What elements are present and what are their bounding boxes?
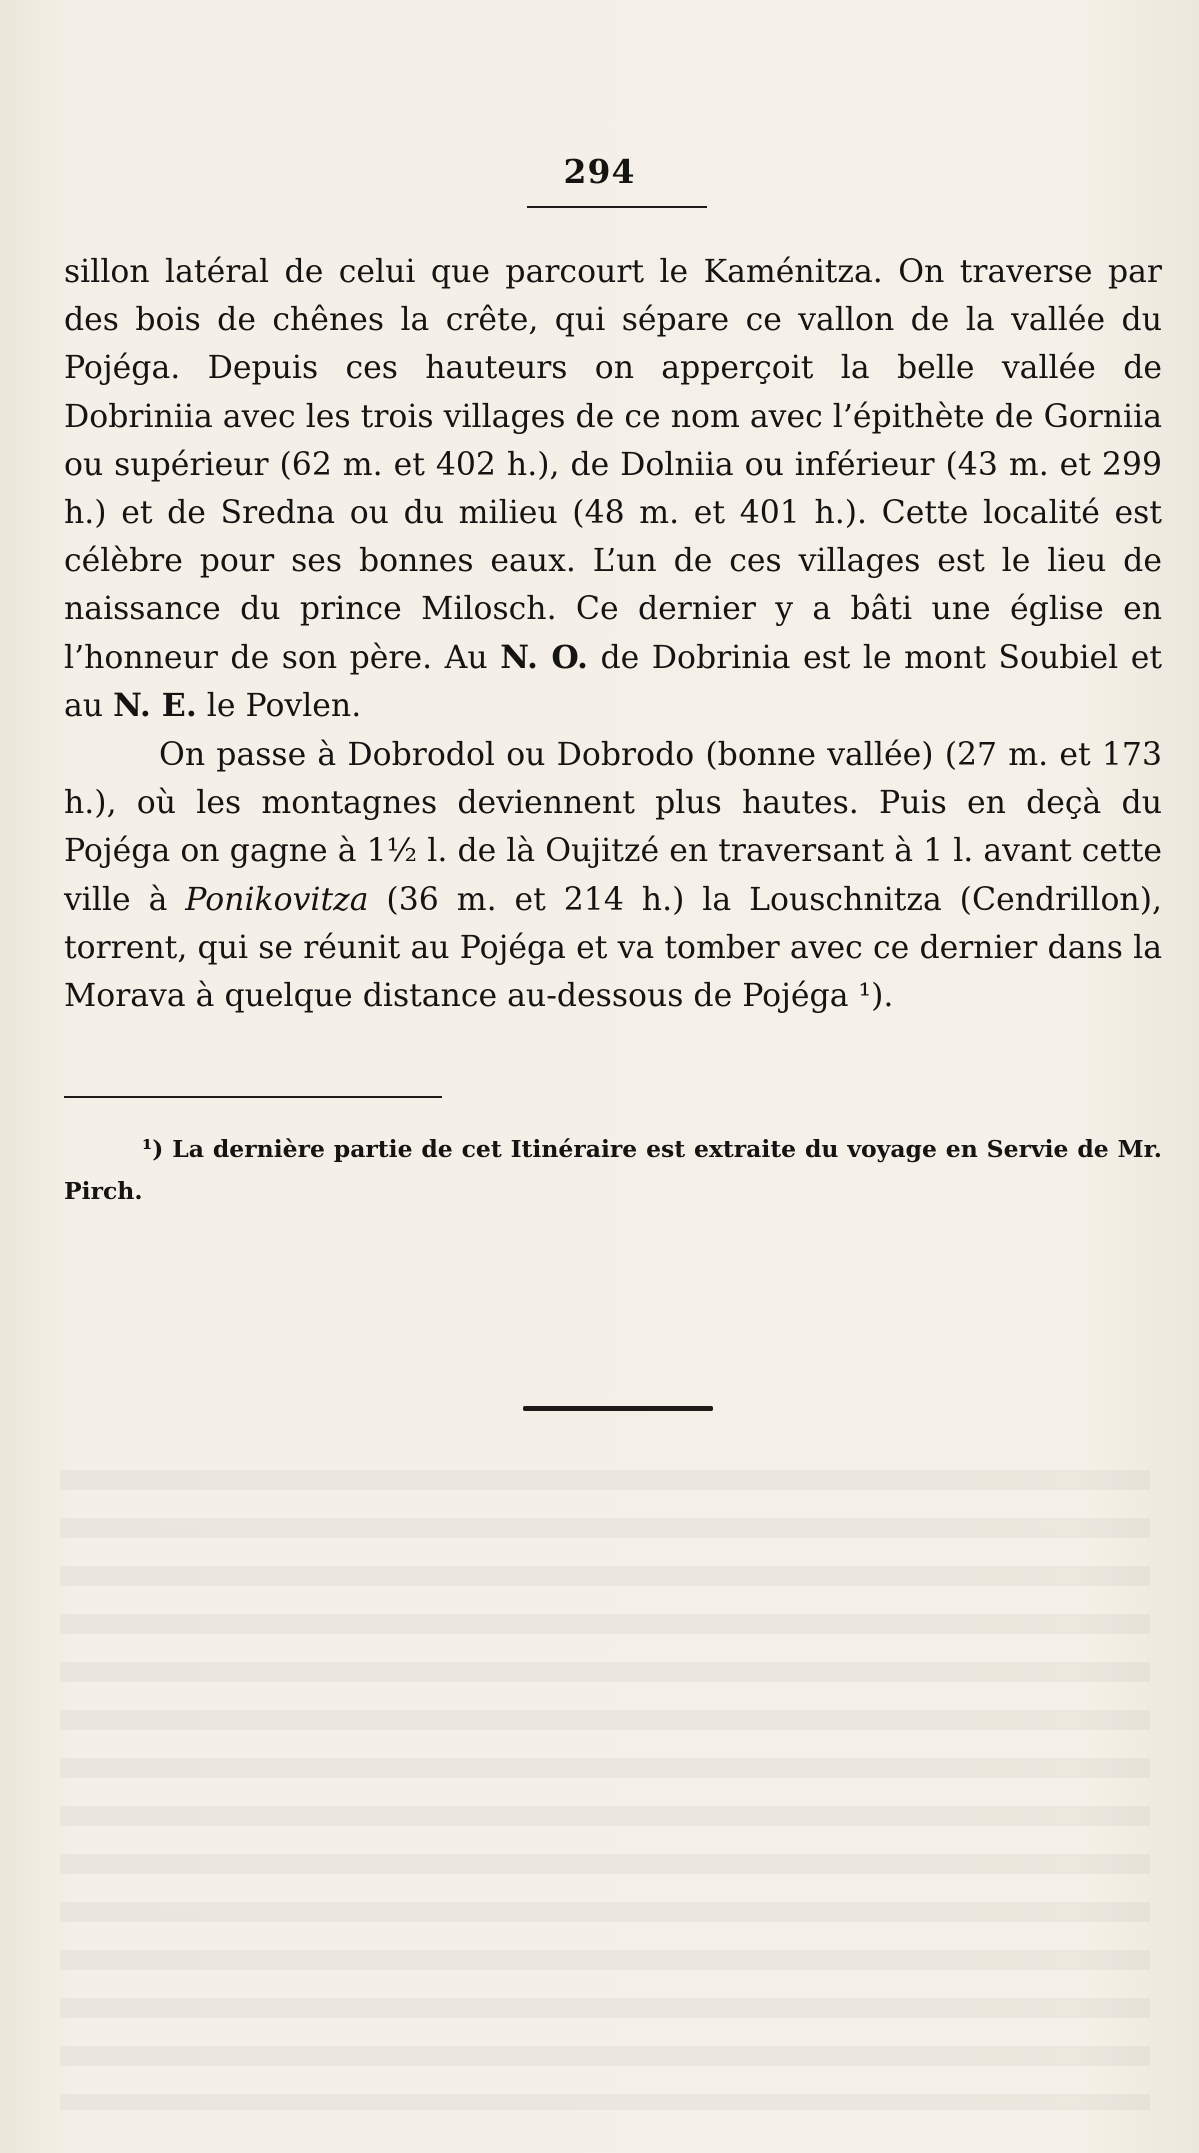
show-through-texture (60, 1470, 1150, 2110)
header-rule (527, 206, 707, 208)
paragraph-2-italic-place: Ponikovitza (185, 881, 369, 918)
paragraph-2 (64, 731, 1162, 1020)
closing-rule (523, 1406, 713, 1411)
paragraph-1-text-c: de Dobrinia est le mont Soubiel et au (64, 639, 1162, 724)
footnote-rule (64, 1096, 442, 1098)
footnote: ¹) La dernière partie de cet Itinéraire est extraite du voyage en Servie de Mr. Pirch. (64, 1135, 1162, 1205)
paragraph-2-text-a: On passe à Dobrodol ou Dobrodo (bonne vallée) (27 m. et 173 h.), où les montagnes deviennent plus hautes. Puis en deçà du Pojéga on gagne à 1½ l. de là Oujitzé en traversant à 1 l. avant cette ville à (64, 737, 1162, 918)
paragraph-1-text-d: N. E. (113, 686, 197, 724)
paragraph-1-text-e: le Povlen. (196, 687, 362, 724)
paragraph-2-text-c: (36 m. et 214 h.) la Louschnitza (Cendrillon), torrent, qui se réunit au Pojéga et va tomber avec ce dernier dans la Morava à quelque distance au-dessous de Pojéga ¹). (64, 881, 1162, 1015)
paragraph-1 (64, 248, 1162, 730)
page-number: 294 (563, 152, 636, 191)
main-text (64, 248, 1162, 1020)
paragraph-1-text-a: sillon latéral de celui que parcourt le Kaménitza. On traverse par des bois de chênes la crête, qui sépare ce vallon de la vallée du Pojéga. Depuis ces hauteurs on apperçoit la belle vallée de Dobriniia avec les trois villages de ce nom avec l’épithète de Gorniia ou supérieur (62 m. et 402 h.), de Dolniia ou inférieur (43 m. et 299 h.) et de Sredna ou du milieu (48 m. et 401 h.). Cette localité est célèbre pour ses bonnes eaux. L’un de ces villages est le lieu de naissance du prince Milosch. Ce dernier y a bâti une église en l’honneur de son père. Au (64, 254, 1162, 676)
paragraph-1-text-b: N. O. (500, 638, 588, 676)
